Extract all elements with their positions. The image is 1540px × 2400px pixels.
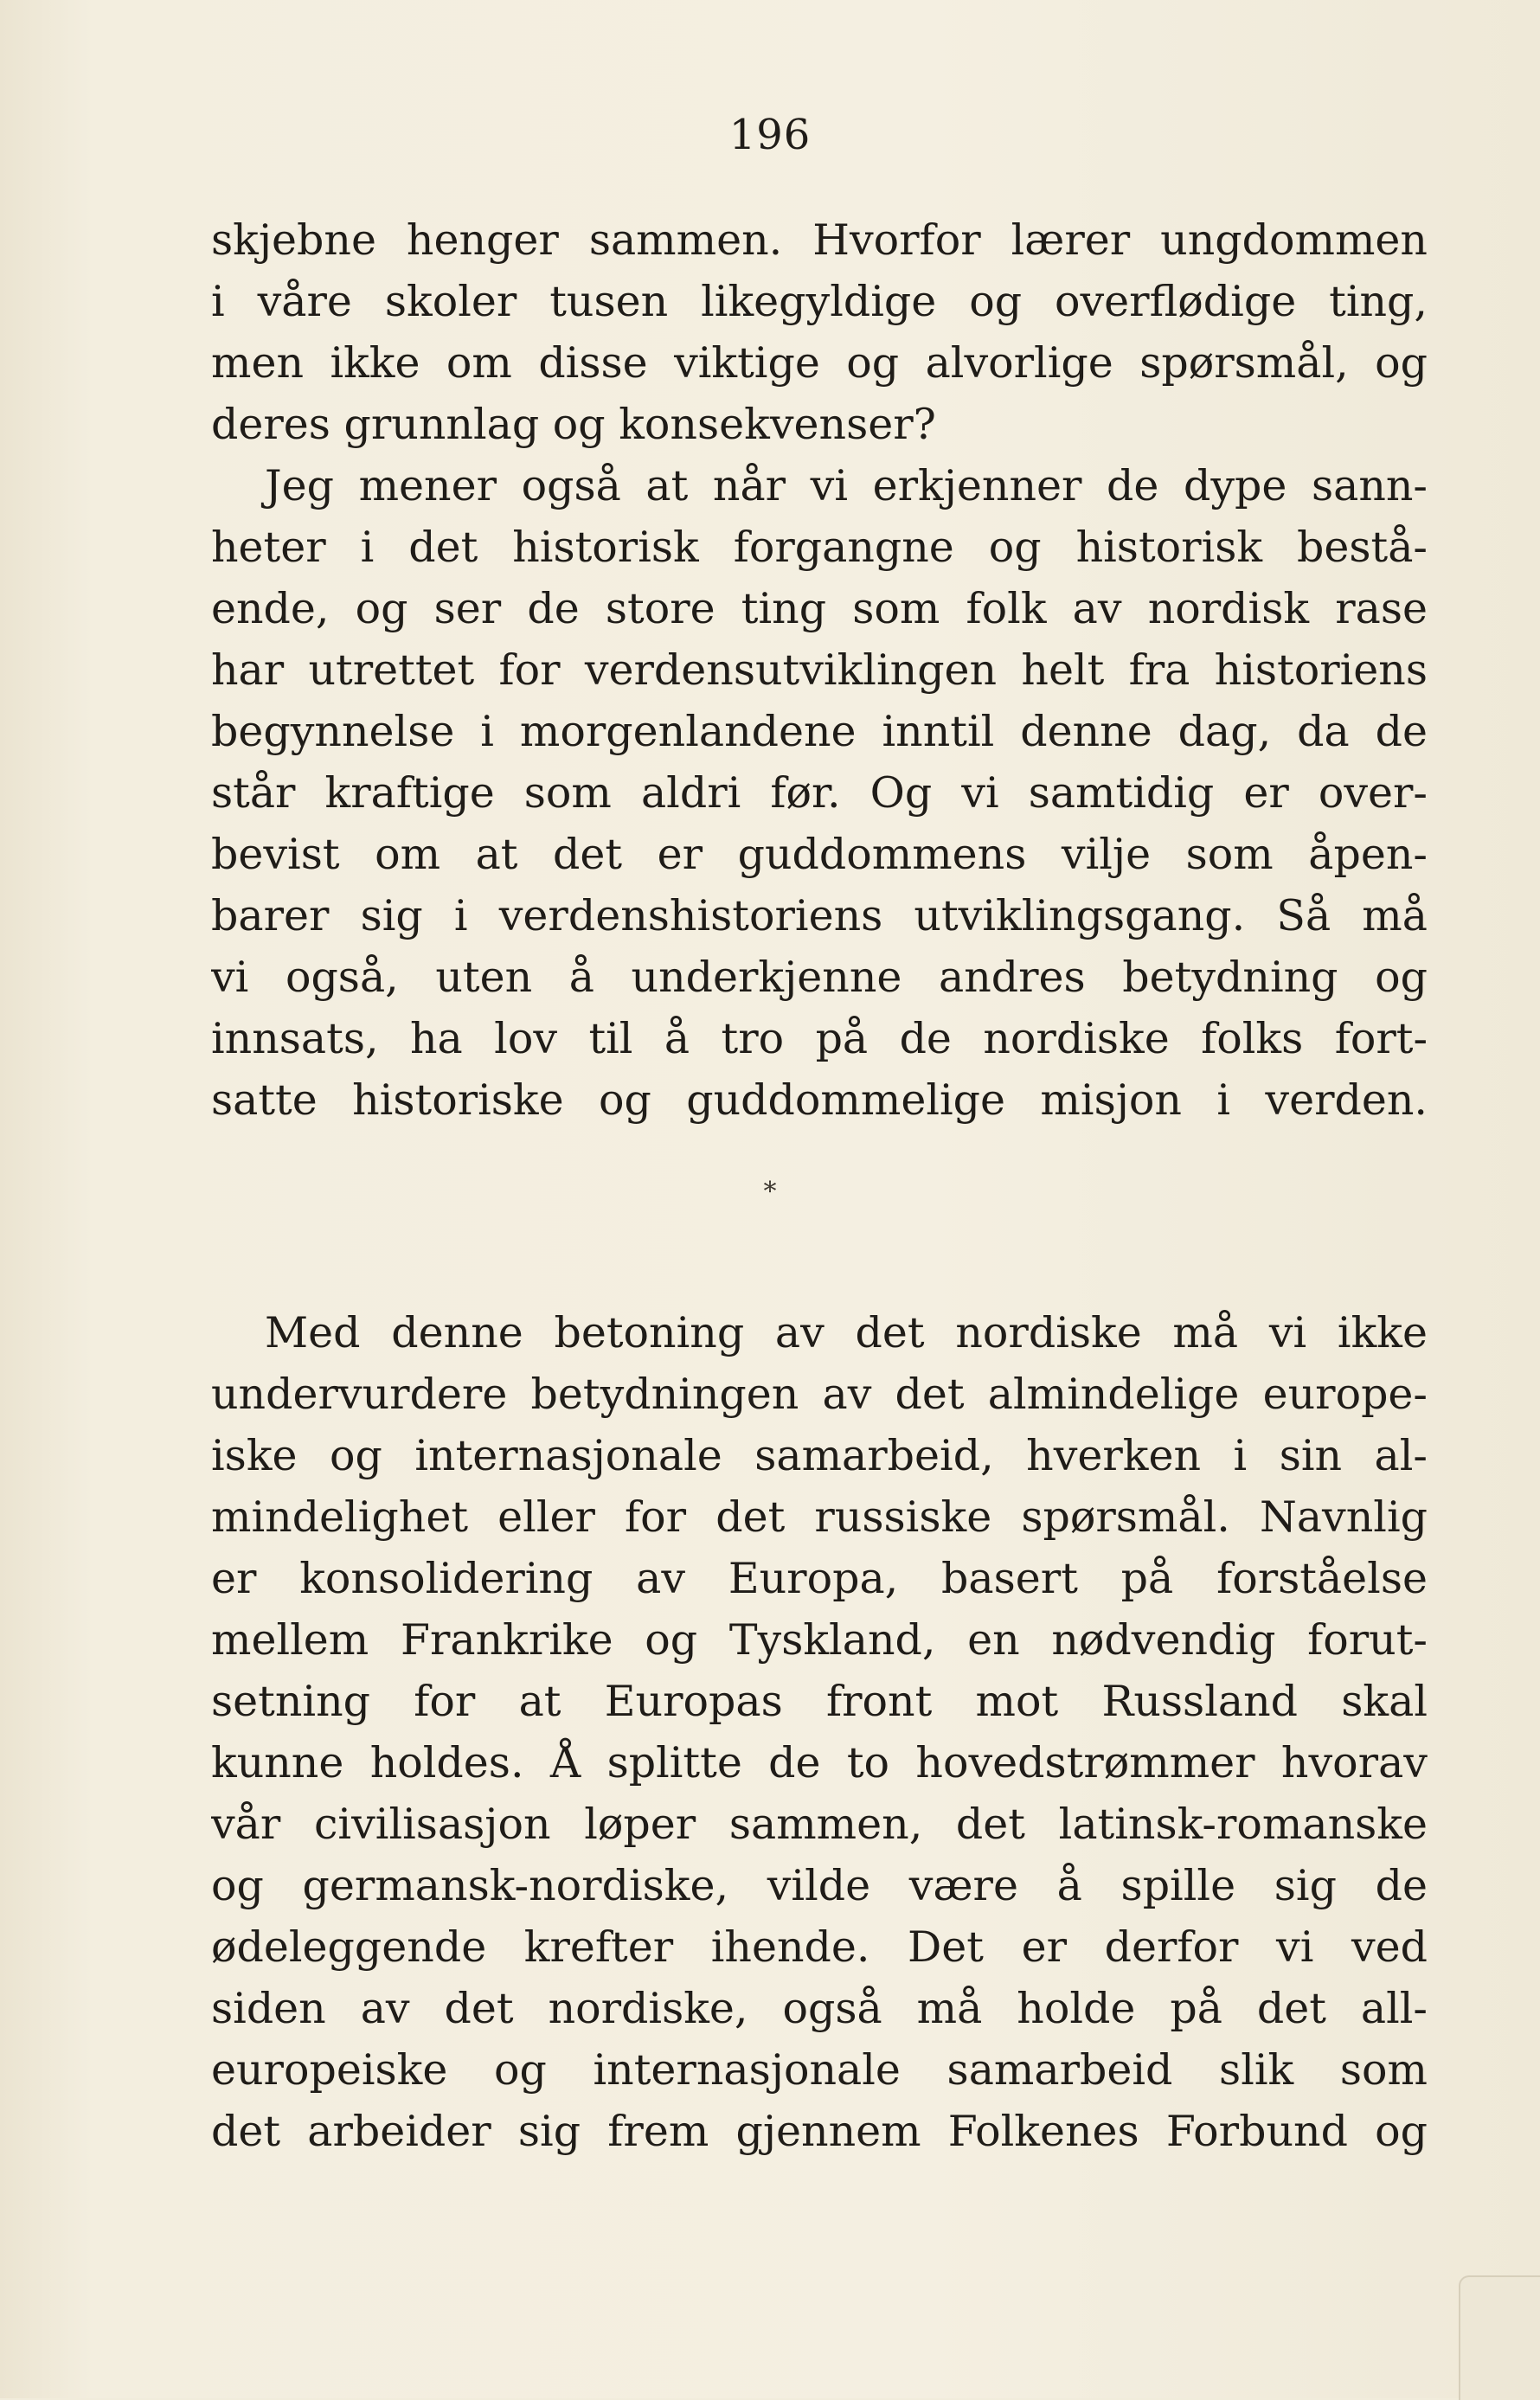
text-line: begynnelse i morgenlandene inntil denne dag, da de bbox=[211, 707, 1428, 756]
paragraph-1 bbox=[211, 209, 1428, 1131]
text-line: ødeleggende krefter ihende. Det er derfor vi ved bbox=[211, 1922, 1428, 1972]
text-line: mellem Frankrike og Tyskland, en nødvendig forut- bbox=[211, 1615, 1428, 1665]
text-line: skjebne henger sammen. Hvorfor lærer ungdommen bbox=[211, 215, 1428, 265]
text-line: men ikke om disse viktige og alvorlige spørsmål, og bbox=[211, 338, 1428, 388]
text-line: iske og internasjonale samarbeid, hverken i sin al- bbox=[211, 1431, 1428, 1480]
text-line: ende, og ser de store ting som folk av nordisk rase bbox=[211, 584, 1428, 633]
text-line: det arbeider sig frem gjennem Folkenes Forbund og bbox=[211, 2107, 1428, 2156]
page-edge-tab bbox=[1459, 2275, 1540, 2400]
text-line: og germansk-nordiske, vilde være å spille sig de bbox=[211, 1861, 1428, 1910]
text-line: er konsolidering av Europa, basert på forståelse bbox=[211, 1554, 1428, 1603]
text-line: europeiske og internasjonale samarbeid slik som bbox=[211, 2045, 1428, 2095]
text-line: står kraftige som aldri før. Og vi samtidig er over- bbox=[211, 768, 1428, 818]
text-line: kunne holdes. Å splitte de to hovedstrømmer hvorav bbox=[211, 1738, 1428, 1787]
text-line: barer sig i verdenshistoriens utviklingsgang. Så må bbox=[211, 891, 1428, 940]
text-line: setning for at Europas front mot Russland skal bbox=[211, 1677, 1428, 1726]
text-line: heter i det historisk forgangne og historisk bestå- bbox=[211, 523, 1428, 572]
paragraph-2 bbox=[211, 1302, 1428, 2162]
text-line: Jeg mener også at når vi erkjenner de dype sann- bbox=[265, 461, 1428, 510]
text-line: satte historiske og guddommelige misjon i verden. bbox=[211, 1075, 1428, 1125]
text-line: undervurdere betydningen av det almindelige europe- bbox=[211, 1370, 1428, 1419]
text-line: Med denne betoning av det nordiske må vi ikke bbox=[265, 1308, 1428, 1357]
text-line: vår civilisasjon løper sammen, det latinsk-romanske bbox=[211, 1800, 1428, 1849]
text-line: deres grunnlag og konsekvenser? bbox=[211, 400, 936, 449]
text-line: siden av det nordiske, også må holde på det all- bbox=[211, 1984, 1428, 2033]
text-line: har utrettet for verdensutviklingen helt fra historiens bbox=[211, 645, 1428, 695]
text-line: bevist om at det er guddommens vilje som åpen- bbox=[211, 830, 1428, 879]
text-line: mindelighet eller for det russiske spørsmål. Navnlig bbox=[211, 1492, 1428, 1542]
page-number: 196 bbox=[728, 111, 812, 159]
text-line: i våre skoler tusen likegyldige og overflødige ting, bbox=[211, 277, 1428, 326]
text-line: vi også, uten å underkjenne andres betydning og bbox=[211, 953, 1428, 1002]
section-ornament: * bbox=[763, 1177, 777, 1207]
text-line: innsats, ha lov til å tro på de nordiske folks fort- bbox=[211, 1014, 1428, 1063]
